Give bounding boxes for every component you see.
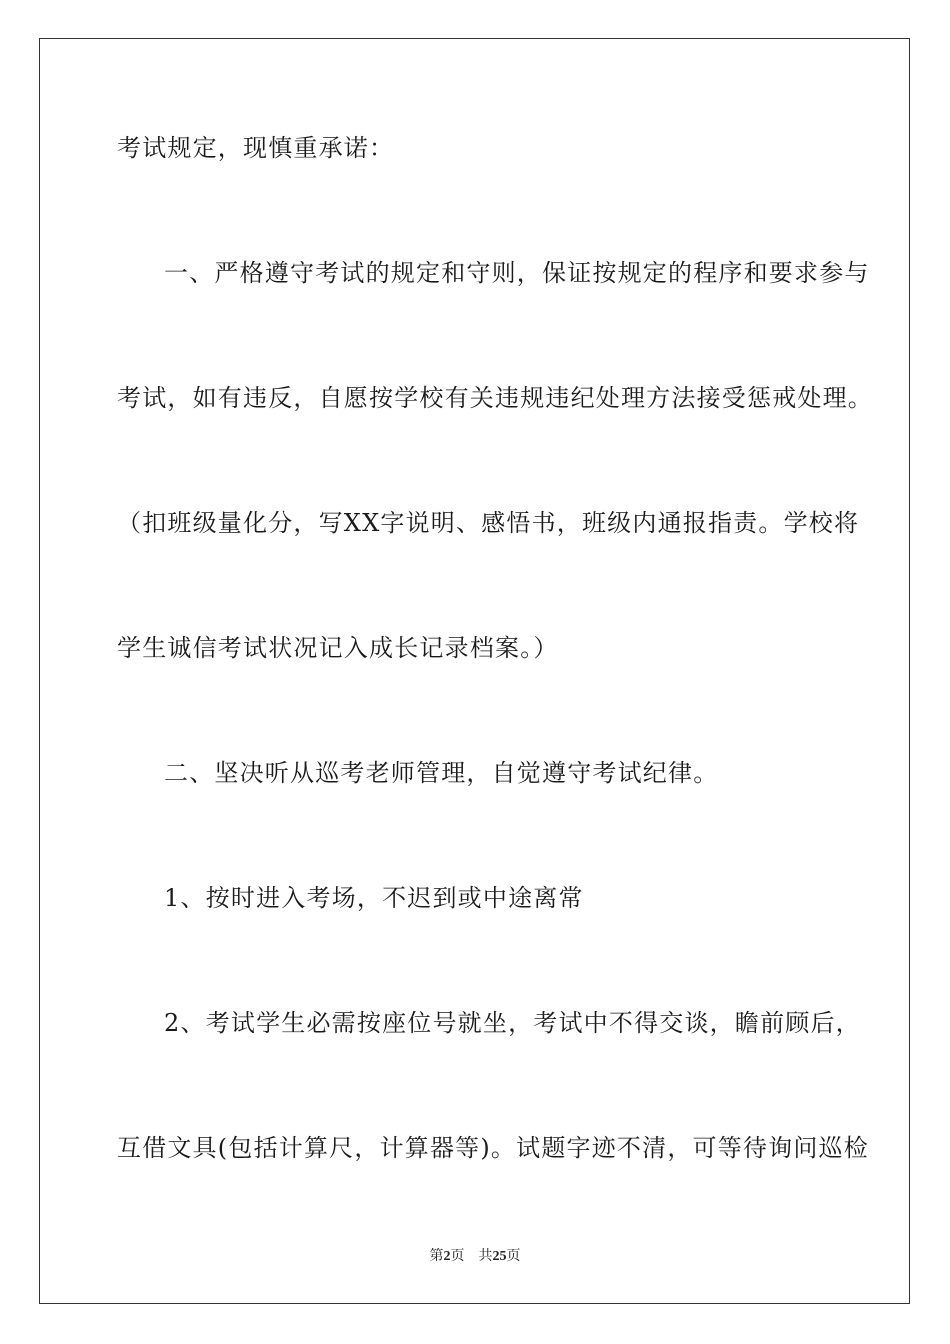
text-line-1: 考试规定，现慎重承诺：	[117, 134, 395, 162]
text-line-6: 二、坚决听从巡考老师管理，自觉遵守考试纪律。	[164, 759, 719, 787]
page-prefix: 第	[429, 1248, 444, 1264]
text-line-2: 一、严格遵守考试的规定和守则，保证按规定的程序和要求参与	[164, 259, 870, 287]
text-line-9: 互借文具(包括计算尺，计算器等)。试题字迹不清，可等待询问巡检	[117, 1134, 869, 1162]
page-suffix: 页	[450, 1248, 465, 1264]
page-border	[39, 38, 910, 1304]
text-line-3: 考试，如有违反，自愿按学校有关违规违纪处理方法接受惩戒处理。	[117, 384, 873, 412]
page-current: 2	[443, 1249, 451, 1264]
text-line-4: （扣班级量化分，写XX字说明、感悟书，班级内通报指责。学校将	[117, 509, 860, 537]
text-line-5: 学生诚信考试状况记入成长记录档案。）	[117, 634, 559, 662]
total-prefix: 共	[478, 1248, 493, 1264]
total-suffix: 页	[506, 1248, 521, 1264]
text-line-8: 2、考试学生必需按座位号就坐，考试中不得交谈，瞻前顾后，	[164, 1009, 861, 1037]
page-total: 25	[492, 1249, 507, 1264]
text-line-7: 1、按时进入考场，不迟到或中途离常	[164, 884, 584, 912]
page-footer	[0, 1247, 950, 1266]
